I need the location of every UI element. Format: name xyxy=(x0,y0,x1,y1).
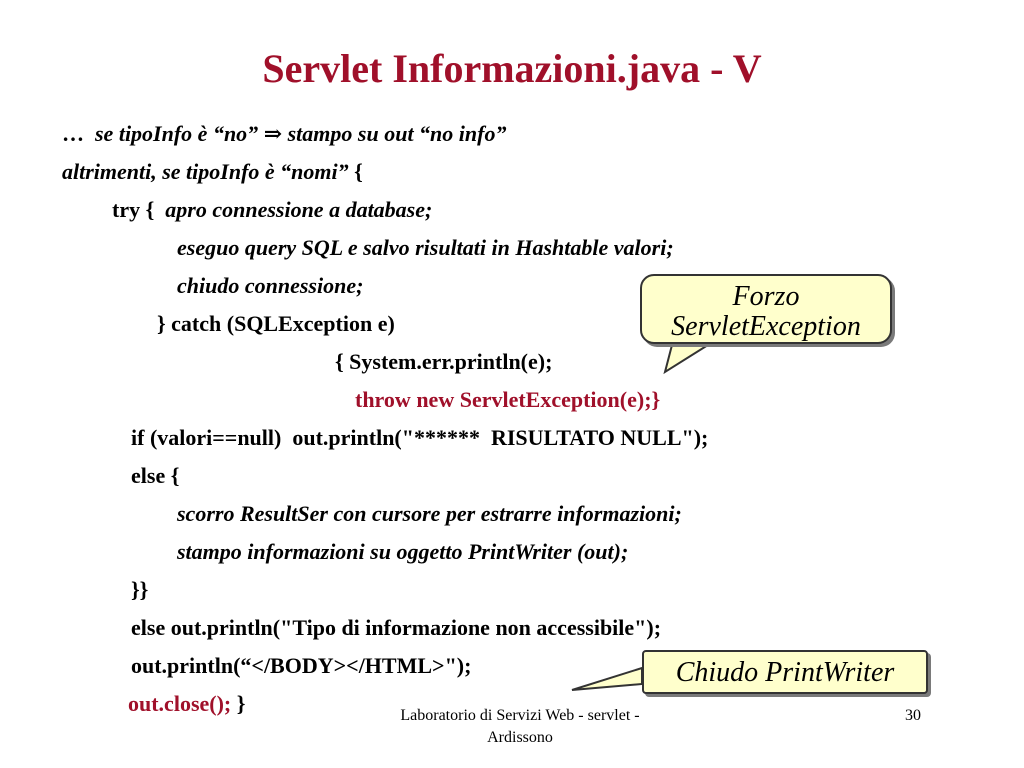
footer-line2: Ardissono xyxy=(487,729,553,746)
page-number: 30 xyxy=(905,707,921,724)
code-line-segment: else { xyxy=(131,463,180,488)
footer-line1: Laboratorio di Servizi Web - servlet - xyxy=(400,707,640,724)
code-line-segment: ⇒ xyxy=(263,121,283,146)
code-line-segment: stampo informazioni su oggetto PrintWriter (out); xyxy=(177,539,629,564)
code-line xyxy=(335,348,552,376)
chiudo-callout-text: Chiudo PrintWriter xyxy=(675,657,895,688)
code-line-segment: se tipoInfo è “no” xyxy=(89,121,264,146)
code-line-segment: out.println(“</BODY></HTML>"); xyxy=(131,653,472,678)
code-line-segment: apro connessione a database; xyxy=(159,197,433,222)
chiudo-callout-pointer xyxy=(572,668,642,690)
code-line-segment: }} xyxy=(131,577,149,602)
slide-footer xyxy=(340,705,700,749)
code-line xyxy=(177,272,363,300)
code-line-segment: if (valori==null) out.println("****** RISULTATO NULL"); xyxy=(131,425,709,450)
forzo-callout xyxy=(640,274,892,344)
code-line-segment: … xyxy=(62,121,90,146)
code-line xyxy=(177,538,628,566)
code-line-segment: eseguo query SQL e salvo risultati in Hashtable valori; xyxy=(177,235,674,260)
code-line xyxy=(131,614,661,642)
chiudo-callout xyxy=(642,650,928,694)
code-line xyxy=(112,196,432,224)
code-line-segment: } xyxy=(236,691,246,716)
code-line-segment: { xyxy=(354,159,363,184)
code-line xyxy=(131,462,179,490)
code-line xyxy=(62,158,363,186)
code-line xyxy=(177,500,682,528)
code-line-segment: scorro ResultSer con cursore per estrarre informazioni; xyxy=(177,501,682,526)
code-line xyxy=(62,120,506,148)
code-line xyxy=(131,652,471,680)
code-line-segment: throw new ServletException(e);} xyxy=(355,387,661,412)
code-line-segment: } catch (SQLException e) xyxy=(157,311,395,336)
forzo-callout-pointer xyxy=(665,345,708,372)
code-line-segment: out.close(); xyxy=(128,691,237,716)
code-line xyxy=(128,690,245,718)
code-line xyxy=(177,234,674,262)
code-line xyxy=(355,386,660,414)
slide-title: Servlet Informazioni.java - V xyxy=(262,46,762,91)
forzo-callout-line2: ServletException xyxy=(671,311,861,342)
code-line xyxy=(157,310,395,338)
forzo-callout-line1: Forzo xyxy=(732,281,800,312)
code-line-segment: altrimenti, se tipoInfo è “nomi” xyxy=(62,159,355,184)
code-line xyxy=(131,576,148,604)
code-line-segment: { System.err.println(e); xyxy=(335,349,553,374)
code-line-segment: stampo su out “no info” xyxy=(282,121,507,146)
code-line-segment: else out.println("Tipo di informazione non accessibile"); xyxy=(131,615,662,640)
code-line xyxy=(131,424,708,452)
code-line-segment: chiudo connessione; xyxy=(177,273,364,298)
code-line-segment: try { xyxy=(112,197,160,222)
